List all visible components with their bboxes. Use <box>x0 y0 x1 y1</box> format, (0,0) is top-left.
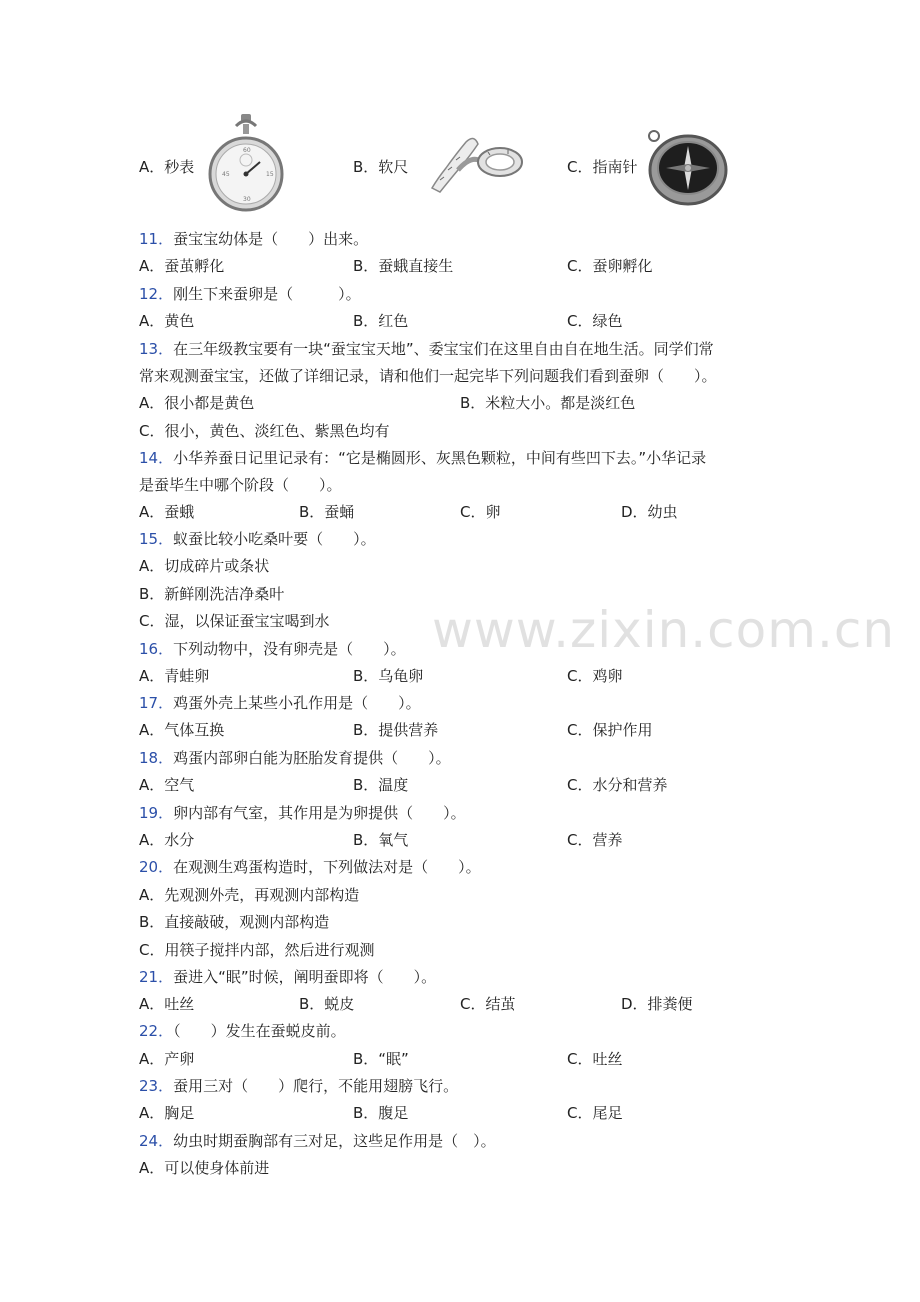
question-text: 在三年级教宝要有一块“蚕宝宝天地”、委宝宝们在这里自由自在地生活。同学们常 <box>173 340 714 358</box>
q13-option-c: C．很小，黄色、淡红色、紫黑色均有 <box>139 422 390 440</box>
q15-option-b: B．新鲜刚洗洁净桑叶 <box>139 585 285 603</box>
q20-option-b: B．直接敲破，观测内部构造 <box>139 913 330 931</box>
question-number: 22． <box>139 1022 174 1040</box>
compass-icon <box>646 128 732 206</box>
question-text: 小华养蚕日记里记录有：“它是椭圆形、灰黑色颗粒，中间有些凹下去。”小华记录 <box>173 449 707 467</box>
q20-option-c: C．用筷子搅拌内部，然后进行观测 <box>139 941 375 959</box>
q18-option-c: C．水分和营养 <box>567 776 668 794</box>
svg-text:60: 60 <box>243 147 251 154</box>
q21-option-d: D．排粪便 <box>621 995 693 1013</box>
q14-option-b: B．蚕蛹 <box>299 503 355 521</box>
q16-option-a: A．青蛙卵 <box>139 667 210 685</box>
question-18 <box>139 748 789 768</box>
question-text: 蚕进入“眠”时候，阐明蚕即将（ ）。 <box>173 968 437 986</box>
q23-option-c: C．尾足 <box>567 1104 623 1122</box>
question-22 <box>139 1021 789 1041</box>
q21-option-a: A．吐丝 <box>139 995 195 1013</box>
question-number: 21． <box>139 968 174 986</box>
question-text: 蚁蚕比较小吃桑叶要（ ）。 <box>173 530 376 548</box>
q19-option-a: A．水分 <box>139 831 195 849</box>
question-24 <box>139 1131 789 1151</box>
question-number: 20． <box>139 858 174 876</box>
stopwatch-icon <box>208 112 284 216</box>
q23-option-b: B．腹足 <box>353 1104 409 1122</box>
question-text: 在观测生鸡蛋构造时，下列做法对是（ ）。 <box>173 858 481 876</box>
q14-option-d: D．幼虫 <box>621 503 678 521</box>
q22-option-b: B．“眠” <box>353 1050 409 1068</box>
q19-option-c: C．营养 <box>567 831 623 849</box>
question-number: 14． <box>139 449 174 467</box>
svg-text:30: 30 <box>243 196 251 203</box>
question-text: 蚕用三对（ ）爬行，不能用翅膀飞行。 <box>173 1077 459 1095</box>
question-13 <box>139 339 789 359</box>
q22-option-c: C．吐丝 <box>567 1050 623 1068</box>
q16-option-c: C．鸡卵 <box>567 667 623 685</box>
question-text: 下列动物中，没有卵壳是（ ）。 <box>173 640 406 658</box>
q24-option-a: A．可以使身体前进 <box>139 1159 270 1177</box>
q14-option-a: A．蚕蛾 <box>139 503 195 521</box>
q16-option-b: B．乌龟卵 <box>353 667 424 685</box>
question-number: 19． <box>139 804 174 822</box>
question-15 <box>139 529 789 549</box>
question-text: （ ）发生在蚕蜕皮前。 <box>173 1022 346 1040</box>
q15-option-c: C．湿，以保证蚕宝宝喝到水 <box>139 612 330 630</box>
q19-option-b: B．氧气 <box>353 831 409 849</box>
q17-option-a: A．气体互换 <box>139 721 225 739</box>
question-number: 17． <box>139 694 174 712</box>
q20-option-a: A．先观测外壳，再观测内部构造 <box>139 886 360 904</box>
q11-option-a: A．蚕茧孵化 <box>139 257 225 275</box>
q12-option-b: B．红色 <box>353 312 409 330</box>
svg-text:45: 45 <box>222 171 230 178</box>
svg-text:15: 15 <box>266 171 274 178</box>
watermark: www.zixin.com.cn <box>432 601 896 659</box>
q21-option-b: B．蜕皮 <box>299 995 355 1013</box>
question-text: 卵内部有气室，其作用是为卵提供（ ）。 <box>173 804 466 822</box>
q23-option-a: A．胸足 <box>139 1104 195 1122</box>
question-text: 鸡蛋内部卵白能为胚胎发育提供（ ）。 <box>173 749 451 767</box>
question-text: 鸡蛋外壳上某些小孔作用是（ ）。 <box>173 694 421 712</box>
question-text: 刚生下来蚕卵是（ ）。 <box>173 285 361 303</box>
q17-option-b: B．提供营养 <box>353 721 439 739</box>
question-number: 16． <box>139 640 174 658</box>
q10-option-c: C．指南针 <box>567 158 638 176</box>
question-11 <box>139 229 789 249</box>
q11-option-c: C．蚕卵孵化 <box>567 257 653 275</box>
question-number: 11． <box>139 230 174 248</box>
tape-measure-icon <box>428 130 526 196</box>
question-12 <box>139 284 789 304</box>
q11-option-b: B．蚕蛾直接生 <box>353 257 454 275</box>
question-19 <box>139 803 789 823</box>
q12-option-c: C．绿色 <box>567 312 623 330</box>
question-number: 13． <box>139 340 174 358</box>
q10-option-a: A．秒表 <box>139 158 195 176</box>
q10-option-b: B．软尺 <box>353 158 409 176</box>
question-20 <box>139 857 789 877</box>
question-14 <box>139 448 789 468</box>
q12-option-a: A．黄色 <box>139 312 195 330</box>
question-text: 蚕宝宝幼体是（ ）出来。 <box>173 230 369 248</box>
question-14-line-2: 是蚕毕生中哪个阶段（ ）。 <box>139 476 342 494</box>
question-number: 23． <box>139 1077 174 1095</box>
q13-option-a: A．很小都是黄色 <box>139 394 255 412</box>
question-17 <box>139 693 789 713</box>
q14-option-c: C．卵 <box>460 503 501 521</box>
question-13-line-2: 常来观测蚕宝宝，还做了详细记录，请和他们一起完毕下列问题我们看到蚕卵（ ）。 <box>139 367 717 385</box>
q21-option-c: C．结茧 <box>460 995 516 1013</box>
q22-option-a: A．产卵 <box>139 1050 195 1068</box>
q15-option-a: A．切成碎片或条状 <box>139 557 270 575</box>
q18-option-a: A．空气 <box>139 776 195 794</box>
q18-option-b: B．温度 <box>353 776 409 794</box>
question-number: 18． <box>139 749 174 767</box>
question-23 <box>139 1076 789 1096</box>
question-number: 15． <box>139 530 174 548</box>
q17-option-c: C．保护作用 <box>567 721 653 739</box>
q13-option-b: B．米粒大小。都是淡红色 <box>460 394 636 412</box>
question-text: 幼虫时期蚕胸部有三对足，这些足作用是（ ）。 <box>173 1132 496 1150</box>
question-number: 24． <box>139 1132 174 1150</box>
question-21 <box>139 967 789 987</box>
question-number: 12． <box>139 285 174 303</box>
